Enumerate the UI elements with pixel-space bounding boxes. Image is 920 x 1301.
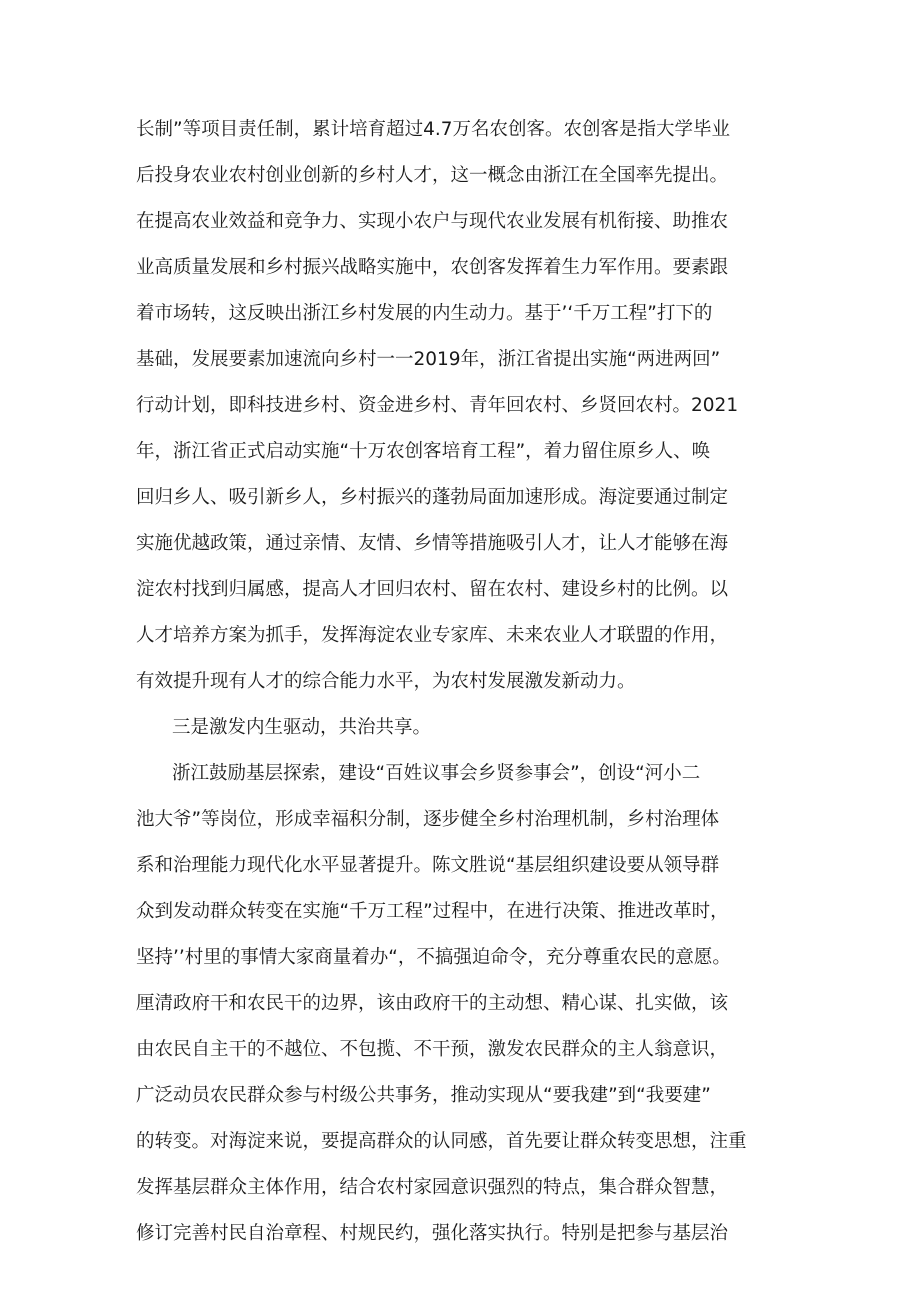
text-line: 有效提升现有人才的综合能力水平，为农村发展激发新动力。 [136,671,636,692]
text-line: 年，浙江省正式启动实施“十万农创客培育工程”，着力留住原乡人、唤 [136,441,711,462]
text-line: 由农民自主干的不越位、不包揽、不干预，激发农民群众的主人翁意识， [136,1039,729,1060]
text-line: 回归乡人、吸引新乡人，乡村振兴的蓬勃局面加速形成。海淀要通过制定 [136,487,729,508]
text-line: 的转变。对海淀来说，要提高群众的认同感，首先要让群众转变思想，注重 [136,1131,747,1152]
text-line: 坚持’’村里的事情大家商量着办“，不搞强迫命令，充分尊重农民的意愿。 [136,947,731,968]
text-line: 着市场转，这反映出浙江乡村发展的内生动力。基于’‘千万工程”打下的 [136,303,713,324]
text-line: 厘清政府干和农民干的边界，该由政府干的主动想、精心谋、扎实做，该 [136,993,729,1014]
text-line: 池大爷”等岗位，形成幸福积分制，逐步健全乡村治理机制，乡村治理体 [136,809,720,830]
text-line: 实施优越政策，通过亲情、友情、乡情等措施吸引人才，让人才能够在海 [136,533,729,554]
text-line: 系和治理能力现代化水平显著提升。陈文胜说“基层组织建设要从领导群 [136,855,720,876]
text-line: 长制”等项目责任制，累计培育超过4.7万名农创客。农创客是指大学毕业 [136,119,731,140]
text-line: 众到发动群众转变在实施“千万工程”过程中，在进行决策、推进改革时， [136,901,729,922]
text-line: 后投身农业农村创业创新的乡村人才，这一概念由浙江在全国率先提出。 [136,165,729,186]
text-line: 人才培养方案为抓手，发挥海淀农业专家库、未来农业人才联盟的作用， [136,625,729,646]
text-line: 淀农村找到归属感，提高人才回归农村、留在农村、建设乡村的比例。以 [136,579,729,600]
section-heading: 三是激发内生驱动，共治共享。 [172,717,432,738]
text-line: 业高质量发展和乡村振兴战略实施中，农创客发挥着生力军作用。要素跟 [136,257,729,278]
text-line: 修订完善村民自治章程、村规民约，强化落实执行。特别是把参与基层治 [136,1223,729,1244]
text-line: 浙江鼓励基层探索，建设“百姓议事会乡贤参事会”，创设“河小二 [172,763,701,784]
text-line: 行动计划，即科技进乡村、资金进乡村、青年回农村、乡贤回农村。2021 [136,395,739,416]
text-line: 发挥基层群众主体作用，结合农村家园意识强烈的特点，集合群众智慧， [136,1177,729,1198]
text-line: 广泛动员农民群众参与村级公共事务，推动实现从“要我建”到“我要建” [136,1085,711,1106]
text-line: 在提高农业效益和竞争力、实现小农户与现代农业发展有机衔接、助推农 [136,211,729,232]
text-line: 基础，发展要素加速流向乡村一一2019年，浙江省提出实施“两进两回” [136,349,721,370]
